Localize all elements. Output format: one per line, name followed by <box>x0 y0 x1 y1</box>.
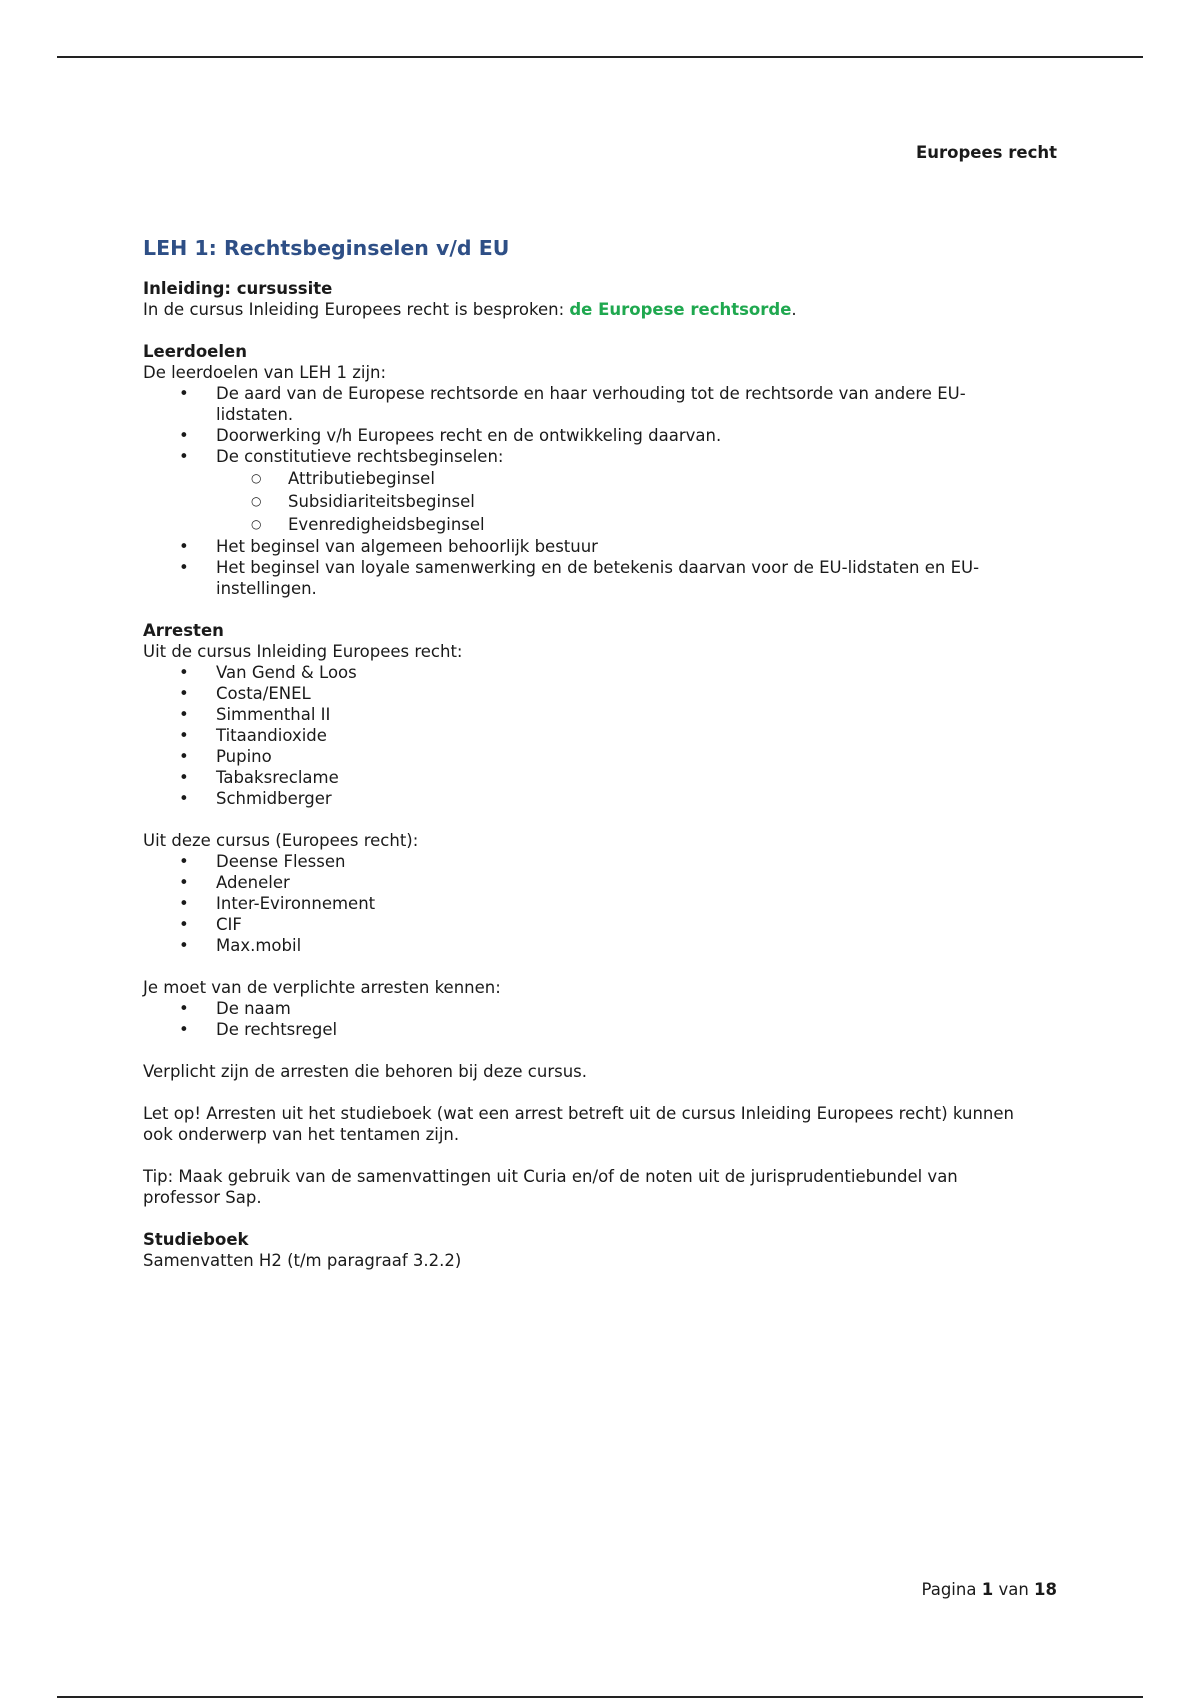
list-item: • CIF <box>143 914 1023 935</box>
intro-paragraph <box>143 299 1023 320</box>
document-header-title: Europees recht <box>916 143 1057 162</box>
page-number-footer <box>922 1580 1058 1599</box>
goals-intro: De leerdoelen van LEH 1 zijn: <box>143 363 387 382</box>
goals-list <box>143 383 1023 599</box>
list-item: • Het beginsel van loyale samenwerking en de betekenis daarvan voor de EU-lidstaten en EU-instellingen. <box>143 557 1023 599</box>
cases-note-tip: Tip: Maak gebruik van de samenvattingen uit Curia en/of de noten uit de jurisprudentiebundel van professor Sap. <box>143 1167 958 1207</box>
studybook-heading: Studieboek <box>143 1230 249 1249</box>
list-item: • De naam <box>143 998 1023 1019</box>
cases-heading: Arresten <box>143 621 224 640</box>
list-item: • Titaandioxide <box>143 725 1023 746</box>
list-item: • Max.mobil <box>143 935 1023 956</box>
cases-intro-2: Uit deze cursus (Europees recht): <box>143 831 419 850</box>
list-item: • Simmenthal II <box>143 704 1023 725</box>
current-page-number: 1 <box>981 1580 994 1599</box>
list-item: • Inter-Evironnement <box>143 893 1023 914</box>
goals-heading: Leerdoelen <box>143 342 247 361</box>
intro-highlight: de Europese rechtsorde <box>569 300 792 319</box>
cases-list-3 <box>143 998 1023 1040</box>
cases-list-1 <box>143 662 1023 809</box>
list-item <box>143 446 1023 536</box>
list-item: • Pupino <box>143 746 1023 767</box>
of-label: van <box>998 1580 1029 1599</box>
list-item: • De rechtsregel <box>143 1019 1023 1040</box>
list-item-label: De constitutieve rechtsbeginselen: <box>216 447 504 466</box>
list-item: • Costa/ENEL <box>143 683 1023 704</box>
cases-note-attention: Let op! Arresten uit het studieboek (wat een arrest betreft uit de cursus Inleiding Europees recht) kunnen ook onderwerp van het tentamen zijn. <box>143 1104 1014 1144</box>
list-item: • Tabaksreclame <box>143 767 1023 788</box>
bottom-rule <box>57 1696 1143 1698</box>
cases-intro-1: Uit de cursus Inleiding Europees recht: <box>143 642 463 661</box>
sub-list-item: ○ Attributiebeginsel <box>143 467 1023 490</box>
sub-list-item: ○ Evenredigheidsbeginsel <box>143 513 1023 536</box>
studybook-text: Samenvatten H2 (t/m paragraaf 3.2.2) <box>143 1251 462 1270</box>
sub-list-item: ○ Subsidiariteitsbeginsel <box>143 490 1023 513</box>
intro-text-after: . <box>791 300 797 319</box>
cases-intro-3: Je moet van de verplichte arresten kennen: <box>143 978 501 997</box>
list-item: • Schmidberger <box>143 788 1023 809</box>
page-label: Pagina <box>921 1580 977 1599</box>
cases-list-2 <box>143 851 1023 956</box>
list-item: • Adeneler <box>143 872 1023 893</box>
total-page-count: 18 <box>1034 1580 1057 1599</box>
list-item: • Het beginsel van algemeen behoorlijk bestuur <box>143 536 1023 557</box>
intro-heading: Inleiding: cursussite <box>143 279 333 298</box>
intro-text-before: In de cursus Inleiding Europees recht is besproken: <box>143 300 570 319</box>
list-item: • Van Gend & Loos <box>143 662 1023 683</box>
list-item: • De aard van de Europese rechtsorde en haar verhouding tot de rechtsorde van andere EU-lidstaten. <box>143 383 1023 425</box>
chapter-title: LEH 1: Rechtsbeginselen v/d EU <box>143 236 510 260</box>
list-item: • Deense Flessen <box>143 851 1023 872</box>
list-item: • Doorwerking v/h Europees recht en de ontwikkeling daarvan. <box>143 425 1023 446</box>
cases-note-required: Verplicht zijn de arresten die behoren bij deze cursus. <box>143 1062 588 1081</box>
goals-sublist <box>216 467 1023 536</box>
page-content <box>143 234 1023 1271</box>
top-rule <box>57 56 1143 58</box>
